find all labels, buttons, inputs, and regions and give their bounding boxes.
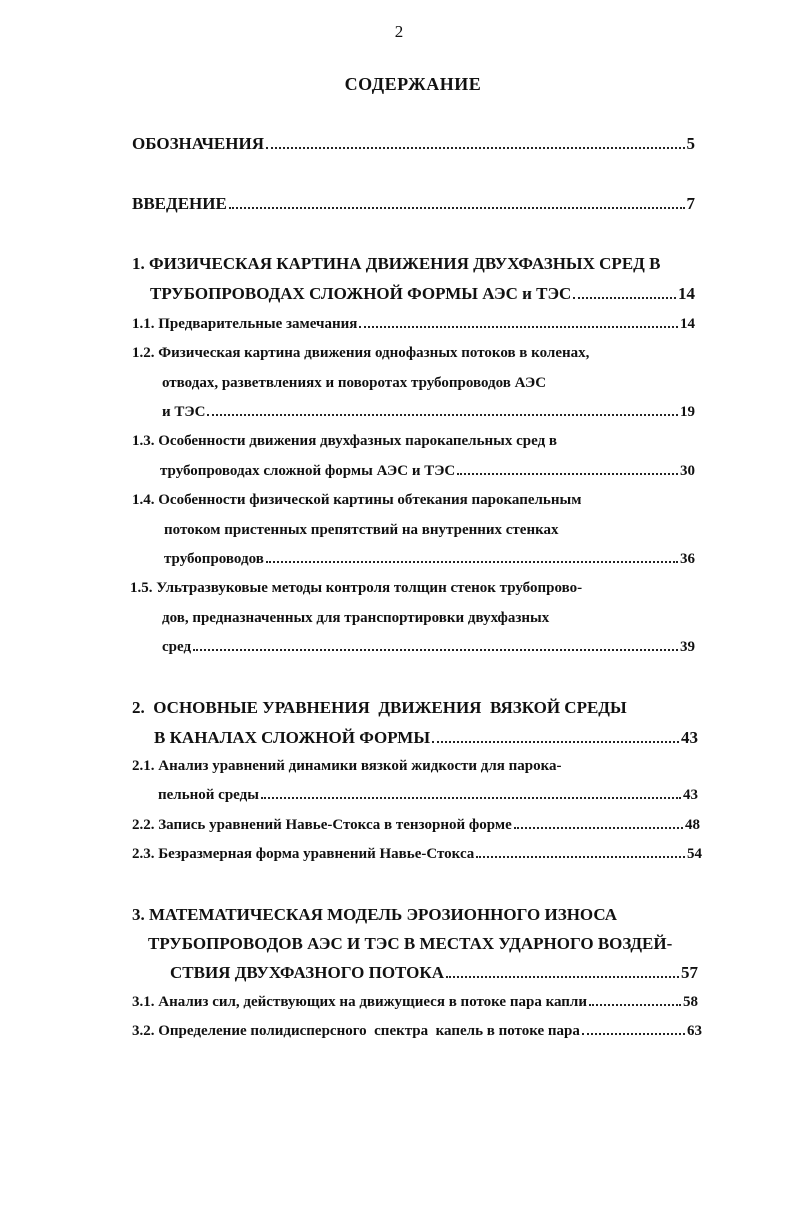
leader-dots (261, 797, 681, 799)
toc-page-number: 36 (680, 551, 695, 567)
toc-entry-text: трубопроводов (164, 551, 264, 567)
leader-dots (266, 561, 678, 563)
leader-dots (229, 207, 685, 209)
toc-section-1-5-line-2: дов, предназначенных для транспортировки двухфазных (162, 610, 550, 626)
toc-section-1-3-line-1: 1.3. Особенности движения двухфазных парокапельных сред в (132, 433, 558, 449)
toc-entry-text: СТВИЯ ДВУХФАЗНОГО ПОТОКА (170, 963, 444, 982)
toc-entry-text: ТРУБОПРОВОДАХ СЛОЖНОЙ ФОРМЫ АЭС и ТЭС (150, 284, 572, 303)
toc-entry-text: 2.3. Безразмерная форма уравнений Навье-Стокса (132, 846, 475, 862)
toc-entry-text: 3.1. Анализ сил, действующих на движущиеся в потоке пара капли (132, 994, 587, 1010)
toc-section-1-2-line-1: 1.2. Физическая картина движения однофазных потоков в коленах, (132, 345, 590, 361)
toc-entry-text: ОБОЗНАЧЕНИЯ (132, 134, 264, 153)
toc-entry-text: пельной среды (158, 787, 259, 803)
toc-section-2-1[interactable] (158, 787, 698, 804)
leader-dots (514, 827, 683, 829)
toc-entry-text: 2.2. Запись уравнений Навье-Стокса в тензорной форме (132, 817, 512, 833)
toc-entry-text: трубопроводах сложной формы АЭС и ТЭС (160, 463, 456, 479)
toc-page-number: 39 (680, 639, 695, 655)
toc-section-1-4-line-1: 1.4. Особенности физической картины обтекания парокапельным (132, 492, 582, 508)
toc-section-1-4-line-2: потоком пристенных препятствий на внутренних стенках (164, 522, 559, 538)
leader-dots (446, 976, 679, 978)
leader-dots (193, 649, 678, 651)
toc-entry-text: 1.1. Предварительные замечания (132, 316, 358, 332)
toc-section-3-2[interactable] (132, 1023, 702, 1040)
toc-page-number: 5 (686, 134, 695, 153)
leader-dots (432, 741, 679, 743)
toc-entry-text: 3.2. Определение полидисперсного спектра капель в потоке пара (132, 1023, 580, 1039)
toc-chapter-3[interactable] (170, 963, 698, 983)
toc-page-number: 14 (680, 316, 695, 332)
toc-page-number: 48 (685, 817, 700, 833)
leader-dots (589, 1004, 681, 1006)
toc-section-2-2[interactable] (132, 817, 700, 834)
toc-section-1-1[interactable] (132, 316, 695, 333)
toc-section-1-5-line-1: 1.5. Ультразвуковые методы контроля толщин стенок трубопрово- (130, 580, 583, 596)
toc-chapter-3-line-1: 3. МАТЕМАТИЧЕСКАЯ МОДЕЛЬ ЭРОЗИОННОГО ИЗНОСА (132, 905, 618, 924)
toc-chapter-3-line-2: ТРУБОПРОВОДОВ АЭС И ТЭС В МЕСТАХ УДАРНОГО ВОЗДЕЙ- (148, 934, 673, 953)
toc-entry-text: В КАНАЛАХ СЛОЖНОЙ ФОРМЫ (154, 728, 431, 747)
toc-page-number: 57 (681, 963, 698, 982)
toc-section-3-1[interactable] (132, 994, 698, 1011)
leader-dots (457, 473, 678, 475)
toc-section-1-2-line-2: отводах, разветвлениях и поворотах трубопроводов АЭС (162, 375, 547, 391)
leader-dots (582, 1033, 685, 1035)
toc-chapter-2-line-1: 2. ОСНОВНЫЕ УРАВНЕНИЯ ДВИЖЕНИЯ ВЯЗКОЙ СРЕДЫ (132, 698, 627, 717)
toc-page-number: 43 (683, 787, 698, 803)
toc-page-number: 14 (678, 284, 695, 303)
toc-chapter-1-line-1: 1. ФИЗИЧЕСКАЯ КАРТИНА ДВИЖЕНИЯ ДВУХФАЗНЫХ СРЕД В (132, 254, 661, 273)
toc-section-1-2[interactable] (162, 404, 695, 421)
toc-entry-vvedenie[interactable] (132, 194, 695, 214)
toc-page-number: 63 (687, 1023, 702, 1039)
toc-entry-text: ВВЕДЕНИЕ (132, 194, 227, 213)
leader-dots (359, 326, 678, 328)
toc-section-2-1-line-1: 2.1. Анализ уравнений динамики вязкой жидкости для парока- (132, 758, 562, 774)
toc-page-number: 30 (680, 463, 695, 479)
toc-entry-oboznacheniya[interactable] (132, 134, 695, 154)
toc-entry-text: и ТЭС (162, 404, 206, 420)
toc-page-number: 54 (687, 846, 702, 862)
toc-chapter-2[interactable] (154, 728, 698, 748)
leader-dots (207, 414, 678, 416)
toc-chapter-1[interactable] (150, 284, 695, 304)
page-number: 2 (394, 22, 404, 41)
toc-page-number: 43 (681, 728, 698, 747)
toc-page-number: 19 (680, 404, 695, 420)
toc-page-number: 58 (683, 994, 698, 1010)
page-title: СОДЕРЖАНИЕ (344, 74, 482, 94)
leader-dots (266, 147, 685, 149)
toc-section-1-4[interactable] (164, 551, 695, 568)
toc-entry-text: сред (162, 639, 192, 655)
toc-section-2-3[interactable] (132, 846, 702, 863)
leader-dots (573, 297, 676, 299)
toc-page-number: 7 (686, 194, 695, 213)
toc-section-1-5[interactable] (162, 639, 695, 656)
leader-dots (476, 856, 685, 858)
toc-section-1-3[interactable] (160, 463, 695, 480)
